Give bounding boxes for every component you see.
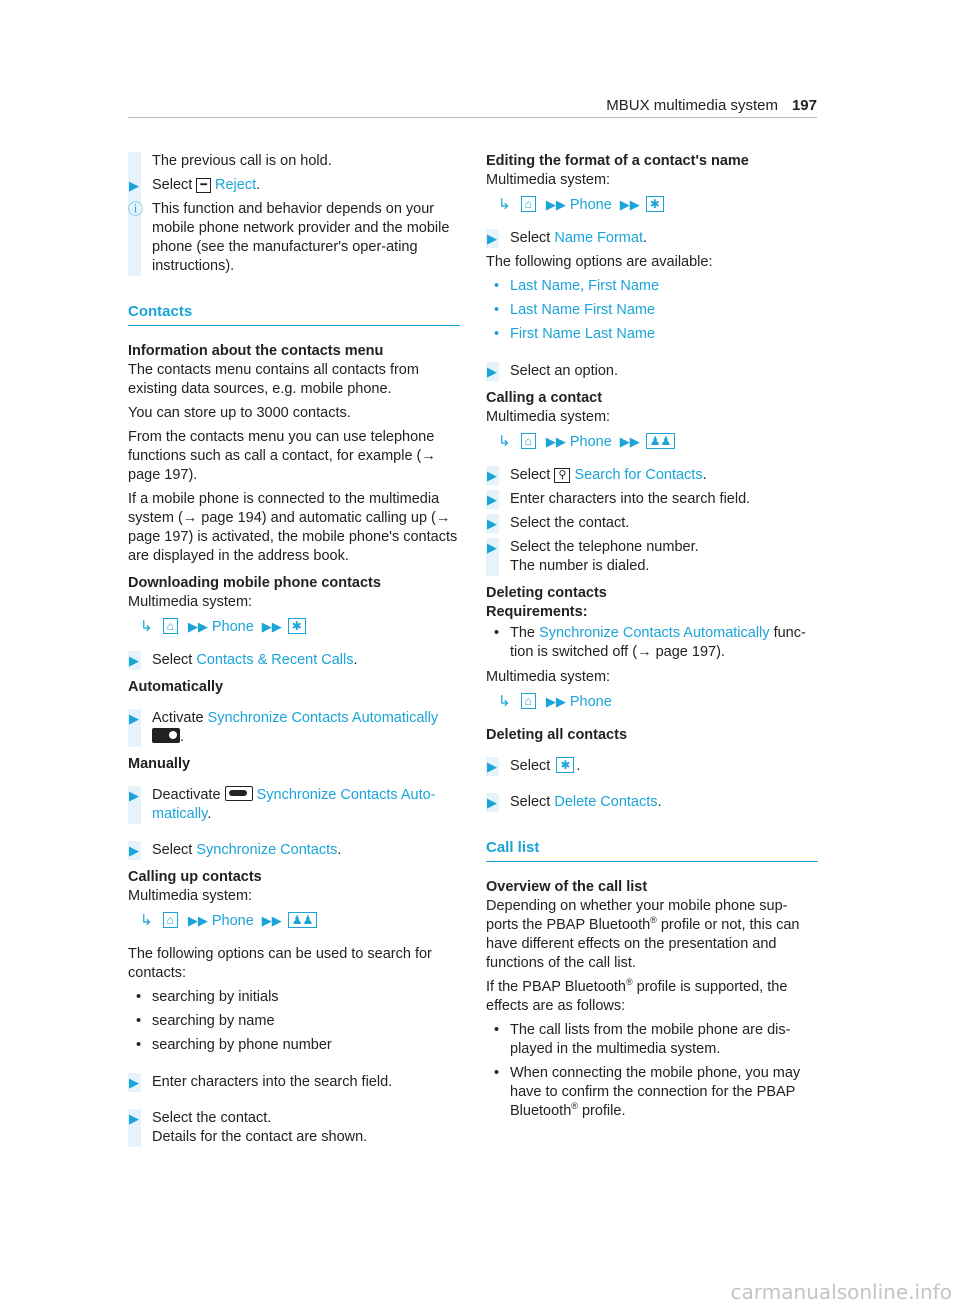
settings-icon[interactable]: ✱: [288, 618, 306, 634]
toggle-on-icon[interactable]: [152, 728, 180, 743]
list-item: • searching by phone number: [128, 1036, 460, 1055]
chevron-icon: ▶▶: [545, 694, 566, 709]
phone-link[interactable]: Phone: [569, 434, 612, 450]
home-icon[interactable]: ⌂: [521, 433, 536, 449]
multimedia-label: Multimedia system:: [128, 888, 253, 904]
step-arrow-icon: ▶: [129, 1075, 139, 1090]
select-contact-step: ▶ Select the contact. Details for the contact are shown.: [129, 1110, 368, 1145]
step-arrow-icon: ▶: [487, 364, 497, 379]
name-format-link[interactable]: Name Format: [554, 230, 643, 246]
right-column: Editing the format of a contact's name Multimedia system: ↳ ⌂ ▶▶ Phone ▶▶ ✱ ▶ Select Name Format. The following options are available: • Last Name, First Name • Last Name First Name • First Name Last Name ▶ Select an option. Calling a contact Multimedia system: ↳ ⌂ ▶▶ Phone ▶▶ ♟♟ ▶ Select ⚲ Search for Contacts. ▶ Enter characters into the search field. ▶ Select the contact. ▶ Select the telephone number. The number is dialed. Deleting contacts Requirements: • The Synchronize Contacts Automatically func-tion is switched off (→ page 197). Multimedia system: ↳ ⌂ ▶▶ Phone Deleting all contacts ▶ Select ✱ . ▶ Select Delete Contacts. Call list Overview of the call list Depending on whether your mobile phone sup-ports the PBAP Bluetooth® profile or not, this can have different effects on the presentation and functions of the call list. If the PBAP Bluetooth® profile is supported, the effects are as follows: • The call lists from the mobile phone are dis-played in the multimedia system. • When connecting the mobile phone, you may have to confirm the connection for the PBAP Bluetooth® profile.: [486, 152, 818, 1127]
download-heading: Downloading mobile phone contacts: [128, 575, 381, 591]
contacts-icon[interactable]: ♟♟: [288, 912, 318, 928]
step-arrow-icon: ▶: [129, 788, 139, 803]
phone-link[interactable]: Phone: [569, 197, 612, 213]
overview-p1: Depending on whether your mobile phone sup-ports the PBAP Bluetooth® profile or not, this can have different effects on the presentation and functions of the call list.: [486, 898, 800, 971]
deactivate-step: ▶ Deactivate Synchronize Contacts Auto- matically.: [129, 787, 436, 822]
menu-path: [128, 911, 460, 931]
step-arrow-icon: ▶: [487, 795, 497, 810]
header-rule: [128, 117, 817, 118]
calling-steps: ▶ Select ⚲ Search for Contacts.: [487, 467, 707, 483]
step-arrow-icon: ▶: [129, 178, 139, 193]
section-call-list: Call list: [486, 838, 818, 862]
sync-contacts-link[interactable]: Synchronize Contacts: [196, 842, 338, 858]
list-item[interactable]: • Last Name, First Name: [486, 277, 818, 296]
requirements-heading: Requirements:: [486, 604, 588, 620]
watermark: carmanualsonline.info: [730, 1280, 952, 1304]
edit-heading: Editing the format of a contact's name: [486, 153, 749, 169]
running-header: [606, 96, 817, 115]
step-arrow-icon: ▶: [487, 468, 497, 483]
step-arrow-icon: ▶: [129, 843, 139, 858]
note: ⓘ This function and behavior depends on your mobile phone network provider and the mobile phone (see the manufacturer's oper-ating instructions).: [128, 201, 450, 274]
reject-link[interactable]: Reject: [215, 177, 257, 193]
chevron-icon: ▶▶: [261, 619, 282, 634]
list-item: • The call lists from the mobile phone are dis-played in the multimedia system.: [486, 1021, 818, 1059]
sync-auto-link[interactable]: Synchronize Contacts Auto-: [256, 787, 436, 803]
chevron-icon: ▶▶: [187, 913, 208, 928]
search-contacts-link[interactable]: Search for Contacts: [574, 467, 703, 483]
sync-step: ▶ Select Synchronize Contacts.: [129, 842, 342, 858]
list-item: • searching by initials: [128, 988, 460, 1007]
enter-step: ▶ Enter characters into the search field.: [129, 1074, 393, 1090]
search-options-list: [128, 988, 460, 1055]
contacts-recent-link[interactable]: Contacts & Recent Calls: [196, 652, 354, 668]
sync-auto-link[interactable]: Synchronize Contacts Automatically: [539, 625, 770, 641]
header-section: MBUX multimedia system: [606, 97, 778, 114]
chevron-icon: ▶▶: [619, 434, 640, 449]
search-icon[interactable]: ⚲: [554, 468, 570, 483]
list-item[interactable]: • Last Name First Name: [486, 301, 818, 320]
menu-path: [128, 617, 460, 637]
automatically-heading: Automatically: [128, 679, 224, 695]
multimedia-label: Multimedia system:: [486, 409, 611, 425]
section-contacts: Contacts: [128, 302, 460, 326]
info-icon: ⓘ: [128, 201, 144, 218]
select-option-step: ▶ Select an option.: [487, 363, 619, 379]
calling-up-heading: Calling up contacts: [128, 869, 262, 885]
calling-heading: Calling a contact: [486, 390, 603, 406]
chevron-icon: ▶▶: [187, 619, 208, 634]
left-column: [128, 152, 460, 1152]
menu-path: [486, 692, 818, 712]
sync-auto-link[interactable]: Synchronize Contacts Automatically: [207, 710, 439, 726]
chevron-icon: ▶▶: [261, 913, 282, 928]
settings-icon[interactable]: ✱: [646, 196, 664, 212]
search-intro: The following options can be used to search for contacts:: [128, 946, 432, 981]
path-arrow-icon: ↳: [140, 912, 153, 929]
deleting-heading: Deleting contacts: [486, 585, 607, 601]
chevron-icon: ▶▶: [619, 197, 640, 212]
step-arrow-icon: ▶: [129, 1111, 139, 1126]
info-p4: If a mobile phone is connected to the multimedia system (→ page 194) and automatic calling up (→ page 197) is activated, the mobile phone's contacts are displayed in the address book.: [128, 491, 458, 564]
multimedia-label: Multimedia system:: [486, 172, 611, 188]
options-intro: The following options are available:: [486, 254, 713, 270]
overview-p2: If the PBAP Bluetooth® profile is supported, the effects are as follows:: [486, 977, 788, 1014]
name-options-list: [486, 277, 818, 344]
menu-path: [486, 195, 818, 215]
on-hold-text: The previous call is on hold.: [152, 153, 332, 169]
home-icon[interactable]: ⌂: [163, 912, 178, 928]
info-heading: Information about the contacts menu: [128, 343, 384, 359]
page-number: 197: [791, 97, 817, 114]
info-p3: From the contacts menu you can use telephone functions such as call a contact, for example (→ page 197).: [128, 429, 436, 483]
contacts-icon[interactable]: ♟♟: [646, 433, 676, 449]
phone-link[interactable]: Phone: [569, 694, 612, 710]
manually-heading: Manually: [128, 756, 191, 772]
home-icon[interactable]: ⌂: [521, 693, 536, 709]
requirements-list: [486, 624, 818, 662]
name-format-step: ▶ Select Name Format.: [487, 230, 648, 246]
home-icon[interactable]: ⌂: [521, 196, 536, 212]
menu-path: [486, 432, 818, 452]
delete-all-heading: Deleting all contacts: [486, 727, 628, 743]
path-arrow-icon: ↳: [140, 618, 153, 635]
reject-block: [128, 152, 460, 276]
step-arrow-icon: ▶: [487, 759, 497, 774]
multimedia-label: Multimedia system:: [486, 669, 611, 685]
phone-link[interactable]: Phone: [211, 913, 254, 929]
info-p2: You can store up to 3000 contacts.: [128, 405, 351, 421]
hang-up-icon: ━: [196, 178, 211, 193]
step-arrow-icon: ▶: [487, 492, 497, 507]
toggle-off-icon[interactable]: [225, 786, 253, 801]
home-icon[interactable]: ⌂: [163, 618, 178, 634]
step-arrow-icon: ▶: [129, 711, 139, 726]
path-arrow-icon: ↳: [498, 196, 511, 213]
path-arrow-icon: ↳: [498, 433, 511, 450]
settings-icon[interactable]: ✱: [556, 757, 574, 773]
list-item[interactable]: • First Name Last Name: [486, 325, 818, 344]
delete-contacts-link[interactable]: Delete Contacts: [554, 794, 658, 810]
phone-link[interactable]: Phone: [211, 619, 254, 635]
list-item: • searching by name: [128, 1012, 460, 1031]
step-arrow-icon: ▶: [487, 231, 497, 246]
chevron-icon: ▶▶: [545, 434, 566, 449]
multimedia-label: Multimedia system:: [128, 594, 253, 610]
step-select-reject: ▶ Select ━ Reject.: [129, 177, 261, 193]
info-p1: The contacts menu contains all contacts from existing data sources, e.g. mobile phone.: [128, 362, 419, 397]
chevron-icon: ▶▶: [545, 197, 566, 212]
step-arrow-icon: ▶: [487, 540, 497, 555]
download-step: ▶ Select Contacts & Recent Calls.: [129, 652, 358, 668]
path-arrow-icon: ↳: [498, 693, 511, 710]
list-item: • When connecting the mobile phone, you may have to confirm the connection for the PBAP Bluetooth® profile.: [486, 1064, 818, 1121]
overview-heading: Overview of the call list: [486, 879, 648, 895]
activate-step: ▶ Activate Synchronize Contacts Automatically .: [129, 710, 439, 745]
list-item: • The Synchronize Contacts Automatically func-tion is switched off (→ page 197).: [486, 624, 818, 662]
step-arrow-icon: ▶: [487, 516, 497, 531]
effects-list: [486, 1021, 818, 1121]
step-arrow-icon: ▶: [129, 653, 139, 668]
